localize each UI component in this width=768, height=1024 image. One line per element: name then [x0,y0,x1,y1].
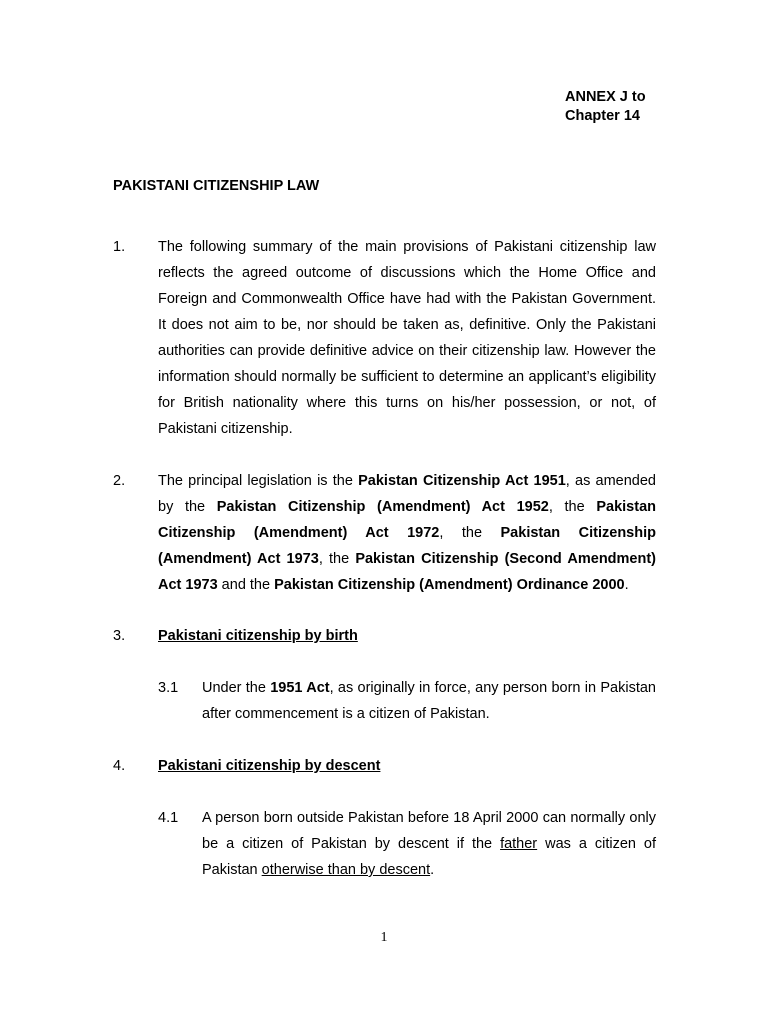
text-run: A person born outside Pakistan before 18 April 2000 can normally only be a citizen of Pakistan by descent if the [202,810,656,852]
text-run: The principal legislation is the [158,473,359,489]
act-name: Pakistan Citizenship (Amendment) Ordinance 2000 [274,577,625,593]
paragraph-text: The following summary of the main provisions of Pakistani citizenship law reflects the agreed outcome of discussions which the Home Office and Foreign and Commonwealth Office have had with the Pakistan Government. It does not aim to be, nor should be taken as, definitive. Only the Pakistani authorities can provide definitive advice on their citizenship law. However the information should normally be sufficient to determine an applicant’s eligibility for British nationality where this turns on his/her possession, or not, of Pakistani citizenship. [158,239,656,437]
text-run: , as originally in force, any person born in Pakistan after commencement is a citizen of Pakistan. [202,680,656,722]
act-name: Pakistan Citizenship (Amendment) Act 1973 [158,525,656,567]
text-run: , as amended by the [158,473,656,515]
text-run: , the [548,499,597,515]
act-name: Pakistan Citizenship (Amendment) Act 1972 [158,499,656,541]
text-run: was a citizen of Pakistan [202,836,656,878]
text-run: , the [439,525,501,541]
text-run: , the [318,551,356,567]
document-title: PAKISTANI CITIZENSHIP LAW [113,178,320,194]
underlined-term: father [500,836,538,852]
paragraph-number: 1. [113,239,126,255]
subparagraph-text [202,805,656,883]
subparagraph-text [202,675,656,727]
text-run: and the [217,577,275,593]
subparagraph-number: 4.1 [158,810,179,826]
paragraph-1 [113,234,656,442]
act-name: 1951 Act [270,680,330,696]
chapter-line: Chapter 14 [565,108,640,124]
section-heading: Pakistani citizenship by birth [158,628,358,644]
paragraph-4 [113,753,656,779]
paragraph-number: 2. [113,473,126,489]
text-run: . [624,577,629,593]
paragraph-3 [113,623,656,649]
paragraph-4-1 [158,805,656,883]
paragraph-2 [113,468,656,598]
subparagraph-number: 3.1 [158,680,179,696]
paragraph-number: 4. [113,758,126,774]
section-heading: Pakistani citizenship by descent [158,758,381,774]
paragraph-3-1 [158,675,656,727]
act-name: Pakistan Citizenship Act 1951 [358,473,566,489]
underlined-term: otherwise than by descent [261,862,431,878]
paragraph-number: 3. [113,628,126,644]
act-name: Pakistan Citizenship (Second Amendment) Act 1973 [158,551,657,593]
annex-line: ANNEX J to [565,89,646,105]
paragraph-text [158,468,656,598]
page-number: 1 [380,930,388,945]
text-run: . [430,862,435,878]
text-run: Under the [202,680,271,696]
act-name: Pakistan Citizenship (Amendment) Act 1952 [216,499,549,515]
annex-reference [565,88,646,126]
